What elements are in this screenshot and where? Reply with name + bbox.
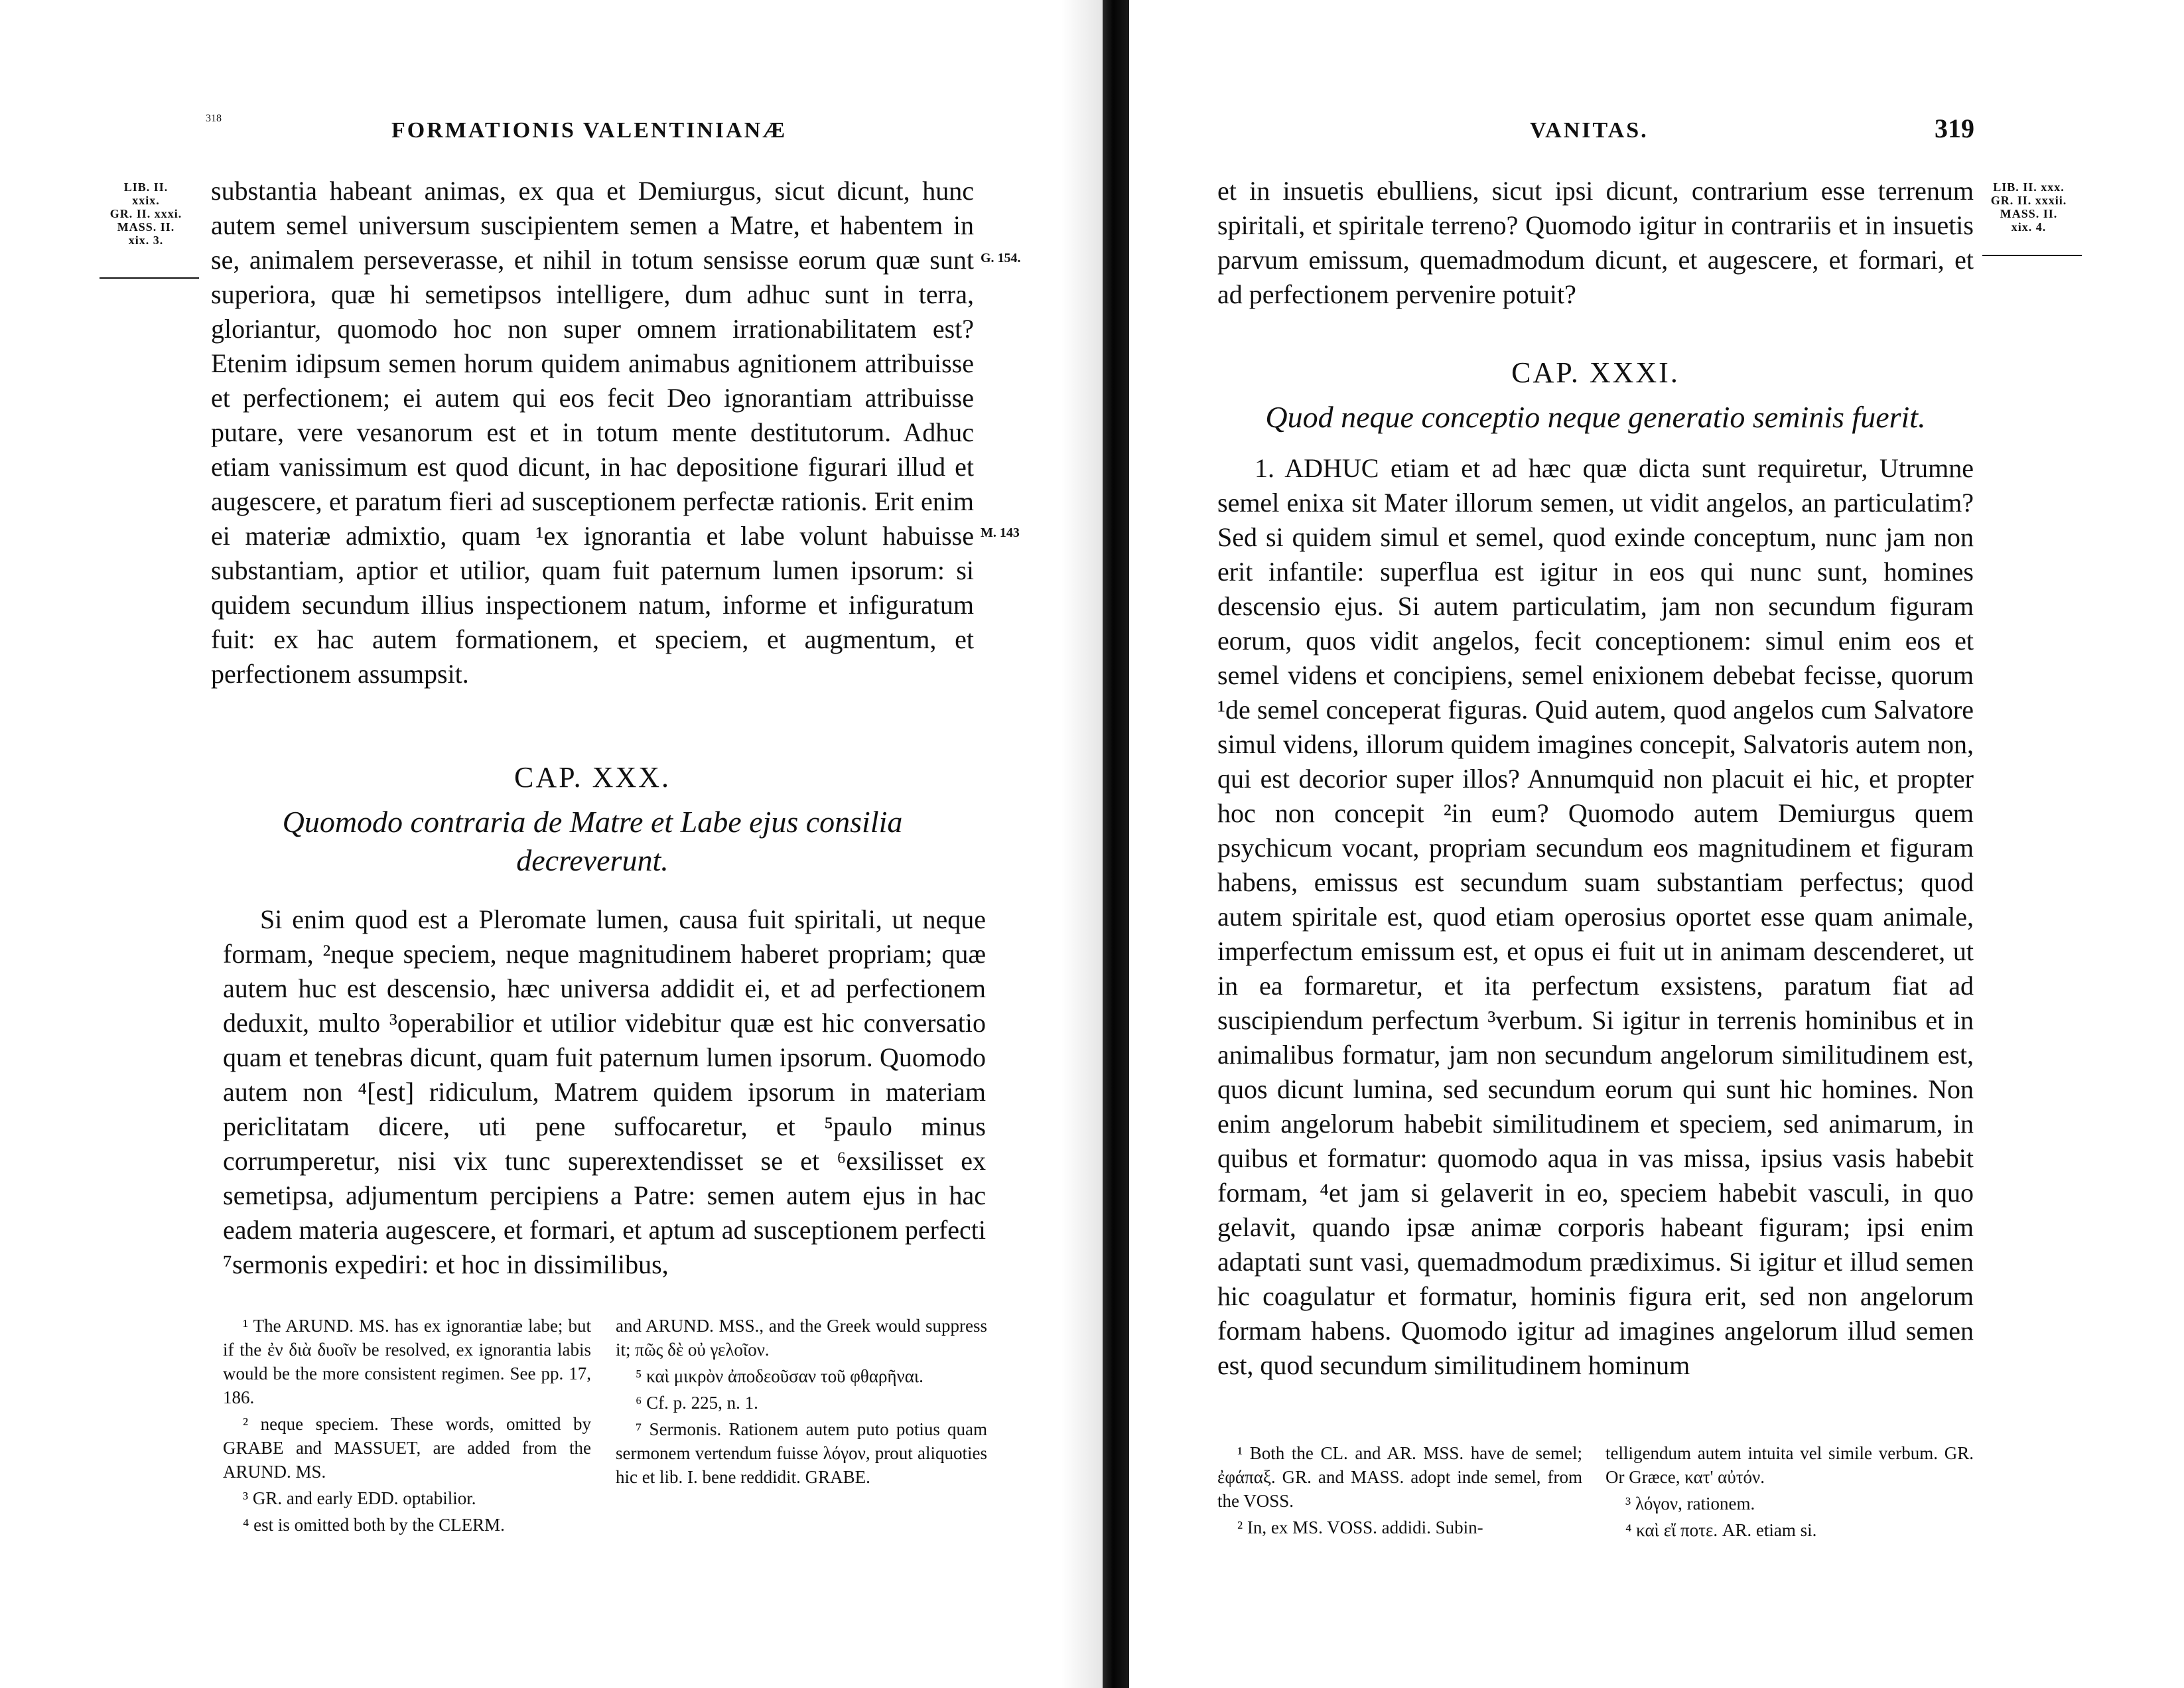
right-running-head: VANITAS.	[1530, 118, 1649, 143]
margin-note-line: xxix.	[132, 194, 160, 207]
margin-note-line: xix. 4.	[2011, 220, 2047, 234]
paragraph-text: 1. ADHUC etiam et ad hæc quæ dicta sunt requiretur, Utrumne semel enixa sit Mater illorum semen, ut vidit angelos, an particulatim? Sed si quidem simul et semel, quod exinde conceptum, nunc jam non erit infantile: superflua est igitur in eos qui nunc sunt, homines descensio ejus. Si autem particulatim, jam non secundum figuram eorum, quos vidit angelos, fecit conceptionem: simul enim eos et semel videns et concipiens, semel enixionem debebat fecisse, quorum ¹de semel conceperat figuras. Quid autem, quod angelos cum Salvatore simul videns, illorum quidem imagines concepit, Salvatoris autem non, qui est decorior super illos? Annumquid non placuit ei hic, et propter hoc non concepit ²in eum? Quomodo autem Demiurgus quem psychicum vocant, propriam secundum eos magnitudinem et figuram habens, emissus est secundum suam substantiam perfectus; quod autem spiritale est, quod etiam operosius oportet esse quam animale, imperfectum emissum est, et opus ei fuit ut in animam descenderet, ut in ea formaretur, et ita perfectum exsistens, paratum fiat ad suscipiendum perfectum ³verbum. Si igitur in terrenis hominibus et in animalibus formatur, jam non secundum angelorum similitudinem est, quos dicunt lumina, sed secundum eorum qui sunt hic homines. Non enim angelorum habebit similitudinem et speciem, sed animarum, in quibus et formatur: quomodo aqua in vas missa, ipsius vasis habebit formam, ⁴et jam si gelaverit in eo, speciem habebit vasculi, in quo gelavit, quando ipsæ animæ corporis habeant figuram; ipsi enim adaptati sunt vasi, quemadmodum prædiximus. Si igitur et illud semen hic coagulatur et formatur, hominis figura erit, sed non angelorum formam habens. Quomodo igitur ad imagines angelorum illud semen est, quod secundum similitudinem hominum	[1217, 453, 1974, 1380]
right-page-number: 319	[1935, 113, 1974, 143]
footnote: ³ GR. and early EDD. optabilior.	[243, 1488, 476, 1508]
footnote: ¹ Both the CL. and AR. MSS. have de semel; ἐφάπαξ. GR. and MASS. adopt inde semel, from the VOSS.	[1217, 1443, 1582, 1511]
footnote: ³ λόγον, rationem.	[1625, 1494, 1755, 1513]
book-gutter	[1103, 0, 1129, 1688]
margin-note-line: LIB. II. xxx.	[1993, 180, 2065, 194]
footnote: ⁵ καὶ μικρὸν ἀποδεοῦσαν τοῦ φθαρῆναι.	[636, 1366, 923, 1386]
left-chapter-heading: CAP. XXX.	[513, 761, 671, 794]
right-footnotes-col2	[1605, 1441, 1974, 1545]
right-page	[1128, 0, 2184, 1688]
right-paragraph-2	[1217, 451, 1974, 1383]
footnote: ¹ The ARUND. MS. has ex ignorantiæ labe; but if the ἐν διὰ δυοῖν be resolved, ex ignorantia labis would be the more consistent regimen. See pp. 17, 186.	[223, 1316, 591, 1407]
margin-note-line: MASS. II.	[117, 220, 175, 234]
side-ref-g: G. 154.	[981, 251, 1021, 265]
left-page-number: 318	[206, 113, 222, 124]
left-footnotes-col1	[223, 1314, 591, 1539]
footnote: and ARUND. MSS., and the Greek would suppress it; πῶς δὲ οὐ γελοῖον.	[616, 1316, 987, 1360]
margin-note-line: GR. II. xxxi.	[109, 207, 182, 220]
right-margin-note	[1982, 180, 2075, 234]
paragraph-text: Si enim quod est a Pleromate lumen, causa fuit spiritali, ut neque formam, ²neque speciem, neque magnitudinem haberet propriam; quæ autem huc est descensio, hæc universa addidit ei, et ad perfectionem deduxit, multo ³operabilior et utilior videbitur quæ est hic conversatio quam et tenebras dicunt, quam fuit paternum lumen ipsorum. Quomodo autem non ⁴[est] ridiculum, Matrem quidem ipsorum in materiam periclitatam dicere, uti pene suffocaretur, et ⁵paulo minus corrumperetur, nisi vix tunc superextendisset se et ⁶exsilisset ex semetipsa, adjumentum percipiens a Patre: semen autem ejus in hac eadem materia augescere, et formari, et aptum ad susceptionem perfecti ⁷sermonis expediri: et hoc in dissimilibus,	[223, 904, 986, 1279]
footnote: ⁷ Sermonis. Rationem autem puto potius quam sermonem vertendum fuisse λόγον, prout aliquoties hic et lib. I. bene reddidit. GRABE.	[616, 1419, 987, 1487]
margin-note-line: GR. II. xxxii.	[1990, 194, 2067, 207]
margin-note-line: MASS. II.	[2000, 207, 2058, 220]
footnote: ² neque speciem. These words, omitted by GRABE and MASSUET, are added from the ARUND. MS.	[223, 1414, 591, 1482]
margin-note-line: LIB. II.	[123, 180, 169, 194]
margin-note-line: xix. 3.	[128, 234, 164, 247]
left-footnotes-col2	[616, 1314, 987, 1492]
right-chapter-heading: CAP. XXXI.	[1511, 356, 1680, 389]
footnote: ² In, ex MS. VOSS. addidi. Subin-	[1237, 1517, 1483, 1537]
side-ref-m: M. 143	[981, 526, 1020, 540]
footnote: ⁶ Cf. p. 225, n. 1.	[636, 1393, 758, 1413]
right-footnotes-col1	[1217, 1441, 1582, 1542]
left-paragraph-2	[223, 902, 986, 1282]
footnote: ⁴ καὶ εἴ ποτε. AR. etiam si.	[1625, 1520, 1817, 1540]
paragraph-text: substantia habeant animas, ex qua et Demiurgus, sicut dicunt, hunc autem semel universum suscipientem semen a Matre, et habentem in se, animalem perseverasse, et nihil in totum sensisse eorum quæ sunt superiora, quæ hi semetipsos intelligere, dum adhuc sunt in terra, gloriantur, quomodo hoc non super omnem irrationabilitatem est? Etenim idipsum semen horum quidem animabus agnitionem attribuisse et perfectionem; ei autem qui eos fecit Deo ignorantiam attribuisse putare, vere vesanorum est et in totum mente destitutorum. Adhuc etiam vanissimum est quod dicunt, in hac depositione figurari illud et augescere, et paratum fieri ad susceptionem perfectæ rationis. Erit enim ei materiæ admixtio, quam ¹ex ignorantia et labe volunt habuisse substantiam, aptior et utilior, quam fuit paternum lumen ipsorum: si quidem secundum illius inspectionem natum, informe et infiguratum fuit: ex hac autem formationem, et speciem, et augmentum, et perfectionem assumpsit.	[211, 176, 974, 689]
paragraph-text: et in insuetis ebulliens, sicut ipsi dicunt, contrarium esse terrenum spiritali, et spiritale terreno? Quomodo igitur in contrariis et in insuetis parvum emissum, quemadmodum dicunt, et augescere, et formari, et ad perfectionem pervenire potuit?	[1217, 176, 1974, 309]
right-paragraph-1	[1217, 174, 1974, 312]
left-chapter-subtitle: Quomodo contraria de Matre et Labe ejus consilia decreverunt.	[282, 805, 903, 877]
margin-rule	[100, 277, 199, 279]
footnote: ⁴ est is omitted both by the CLERM.	[243, 1515, 505, 1535]
right-chapter-subtitle: Quod neque conceptio neque generatio seminis fuerit.	[1265, 400, 1926, 434]
left-margin-note	[100, 180, 192, 247]
left-running-head: FORMATIONIS VALENTINIANÆ	[391, 118, 787, 143]
gutter-shadow	[1061, 0, 1103, 1688]
footnote: telligendum autem intuita vel simile verbum. GR. Or Græce, κατ' αὐτόν.	[1605, 1443, 1974, 1487]
left-paragraph-1	[211, 174, 974, 691]
margin-rule	[1982, 255, 2082, 256]
